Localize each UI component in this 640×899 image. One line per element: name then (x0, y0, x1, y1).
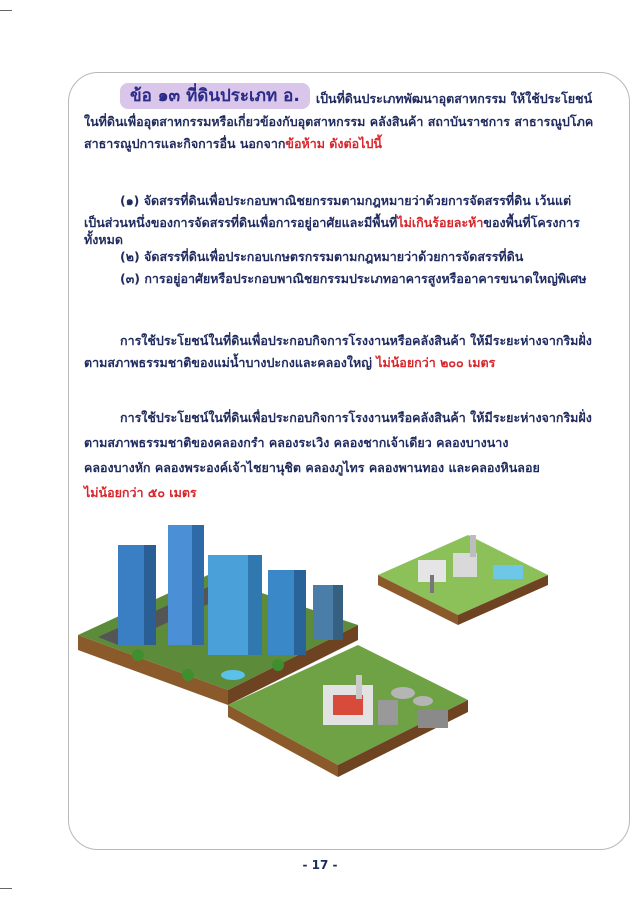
canal-rule-line-1: การใช้ประโยชน์ในที่ดินเพื่อประกอบกิจการโรงงานหรือคลังสินค้า ให้มีระยะห่างจากริมฝั่ง (120, 410, 592, 425)
river-rule-line-1: การใช้ประโยชน์ในที่ดินเพื่อประกอบกิจการโรงงานหรือคลังสินค้า ให้มีระยะห่างจากริมฝั่ง (120, 333, 592, 348)
prohibition-item-1-line-2 (84, 212, 604, 234)
prohibition-list (84, 190, 604, 290)
canal-rule-line-2: ตามสภาพธรรมชาติของคลองกรำ คลองระเวิง คลองชากเจ้าเดียว คลองบางนาง (84, 435, 509, 450)
item1-line2-text: เป็นส่วนหนึ่งของการจัดสรรที่ดินเพื่อการอยู่อาศัยและมีพื้นที่ (84, 215, 398, 230)
power-plant-illustration (378, 535, 548, 625)
intro-line1-rest: เป็นที่ดินประเภทพัฒนาอุตสาหกรรม ให้ใช้ประโยชน์ (315, 91, 593, 106)
intro-line3-text: สาธารณูปการและกิจการอื่น นอกจาก (84, 136, 286, 151)
five-percent-highlight: ไม่เกินร้อยละห้า (397, 215, 484, 230)
canal-distance-highlight: ไม่น้อยกว่า ๕๐ เมตร (84, 485, 197, 500)
prohibition-item-3: (๓) การอยู่อาศัยหรือประกอบพาณิชยกรรมประเภทอาคารสูงหรืออาคารขนาดใหญ่พิเศษ (120, 271, 587, 286)
item1-line2-after: ของพื้นที่โครงการ (483, 215, 580, 230)
river-distance-rule (84, 330, 604, 374)
river-distance-highlight: ไม่น้อยกว่า ๒๐๐ เมตร (376, 355, 496, 370)
prohibition-item-2: (๒) จัดสรรที่ดินเพื่อประกอบเกษตรกรรมตามกฎหมายว่าด้วยการจัดสรรที่ดิน (120, 249, 524, 264)
prohibition-item-1-line-3: ทั้งหมด (84, 232, 123, 247)
page-number: - 17 - (302, 858, 338, 872)
section-title: ข้อ ๑๓ ที่ดินประเภท อ. (120, 83, 310, 109)
intro-line-2: ในที่ดินเพื่ออุตสาหกรรมหรือเกี่ยวข้องกับอุตสาหกรรม คลังสินค้า สถาบันราชการ สาธารณูปโภค (84, 114, 594, 129)
river-rule-line2-text: ตามสภาพธรรมชาติของแม่น้ำบางปะกงและคลองใหญ่ (84, 355, 372, 370)
intro-line-3 (84, 133, 604, 155)
industrial-city-illustration (78, 515, 558, 785)
section-intro (84, 85, 604, 155)
canal-distance-rule (84, 405, 604, 505)
binder-mark-bottom (0, 888, 12, 889)
river-rule-line-2 (84, 352, 604, 374)
prohibition-item-1-line-1: (๑) จัดสรรที่ดินเพื่อประกอบพาณิชยกรรมตามกฎหมายว่าด้วยการจัดสรรที่ดิน เว้นแต่ (120, 193, 572, 208)
canal-rule-line-3: คลองบางหัก คลองพระองค์เจ้าไชยานุชิต คลองภูไทร คลองพานทอง และคลองหินลอย (84, 460, 540, 475)
prohibitions-highlight: ข้อห้าม ดังต่อไปนี้ (285, 136, 382, 151)
binder-mark-top (0, 10, 12, 11)
intro-line-1 (84, 85, 604, 111)
